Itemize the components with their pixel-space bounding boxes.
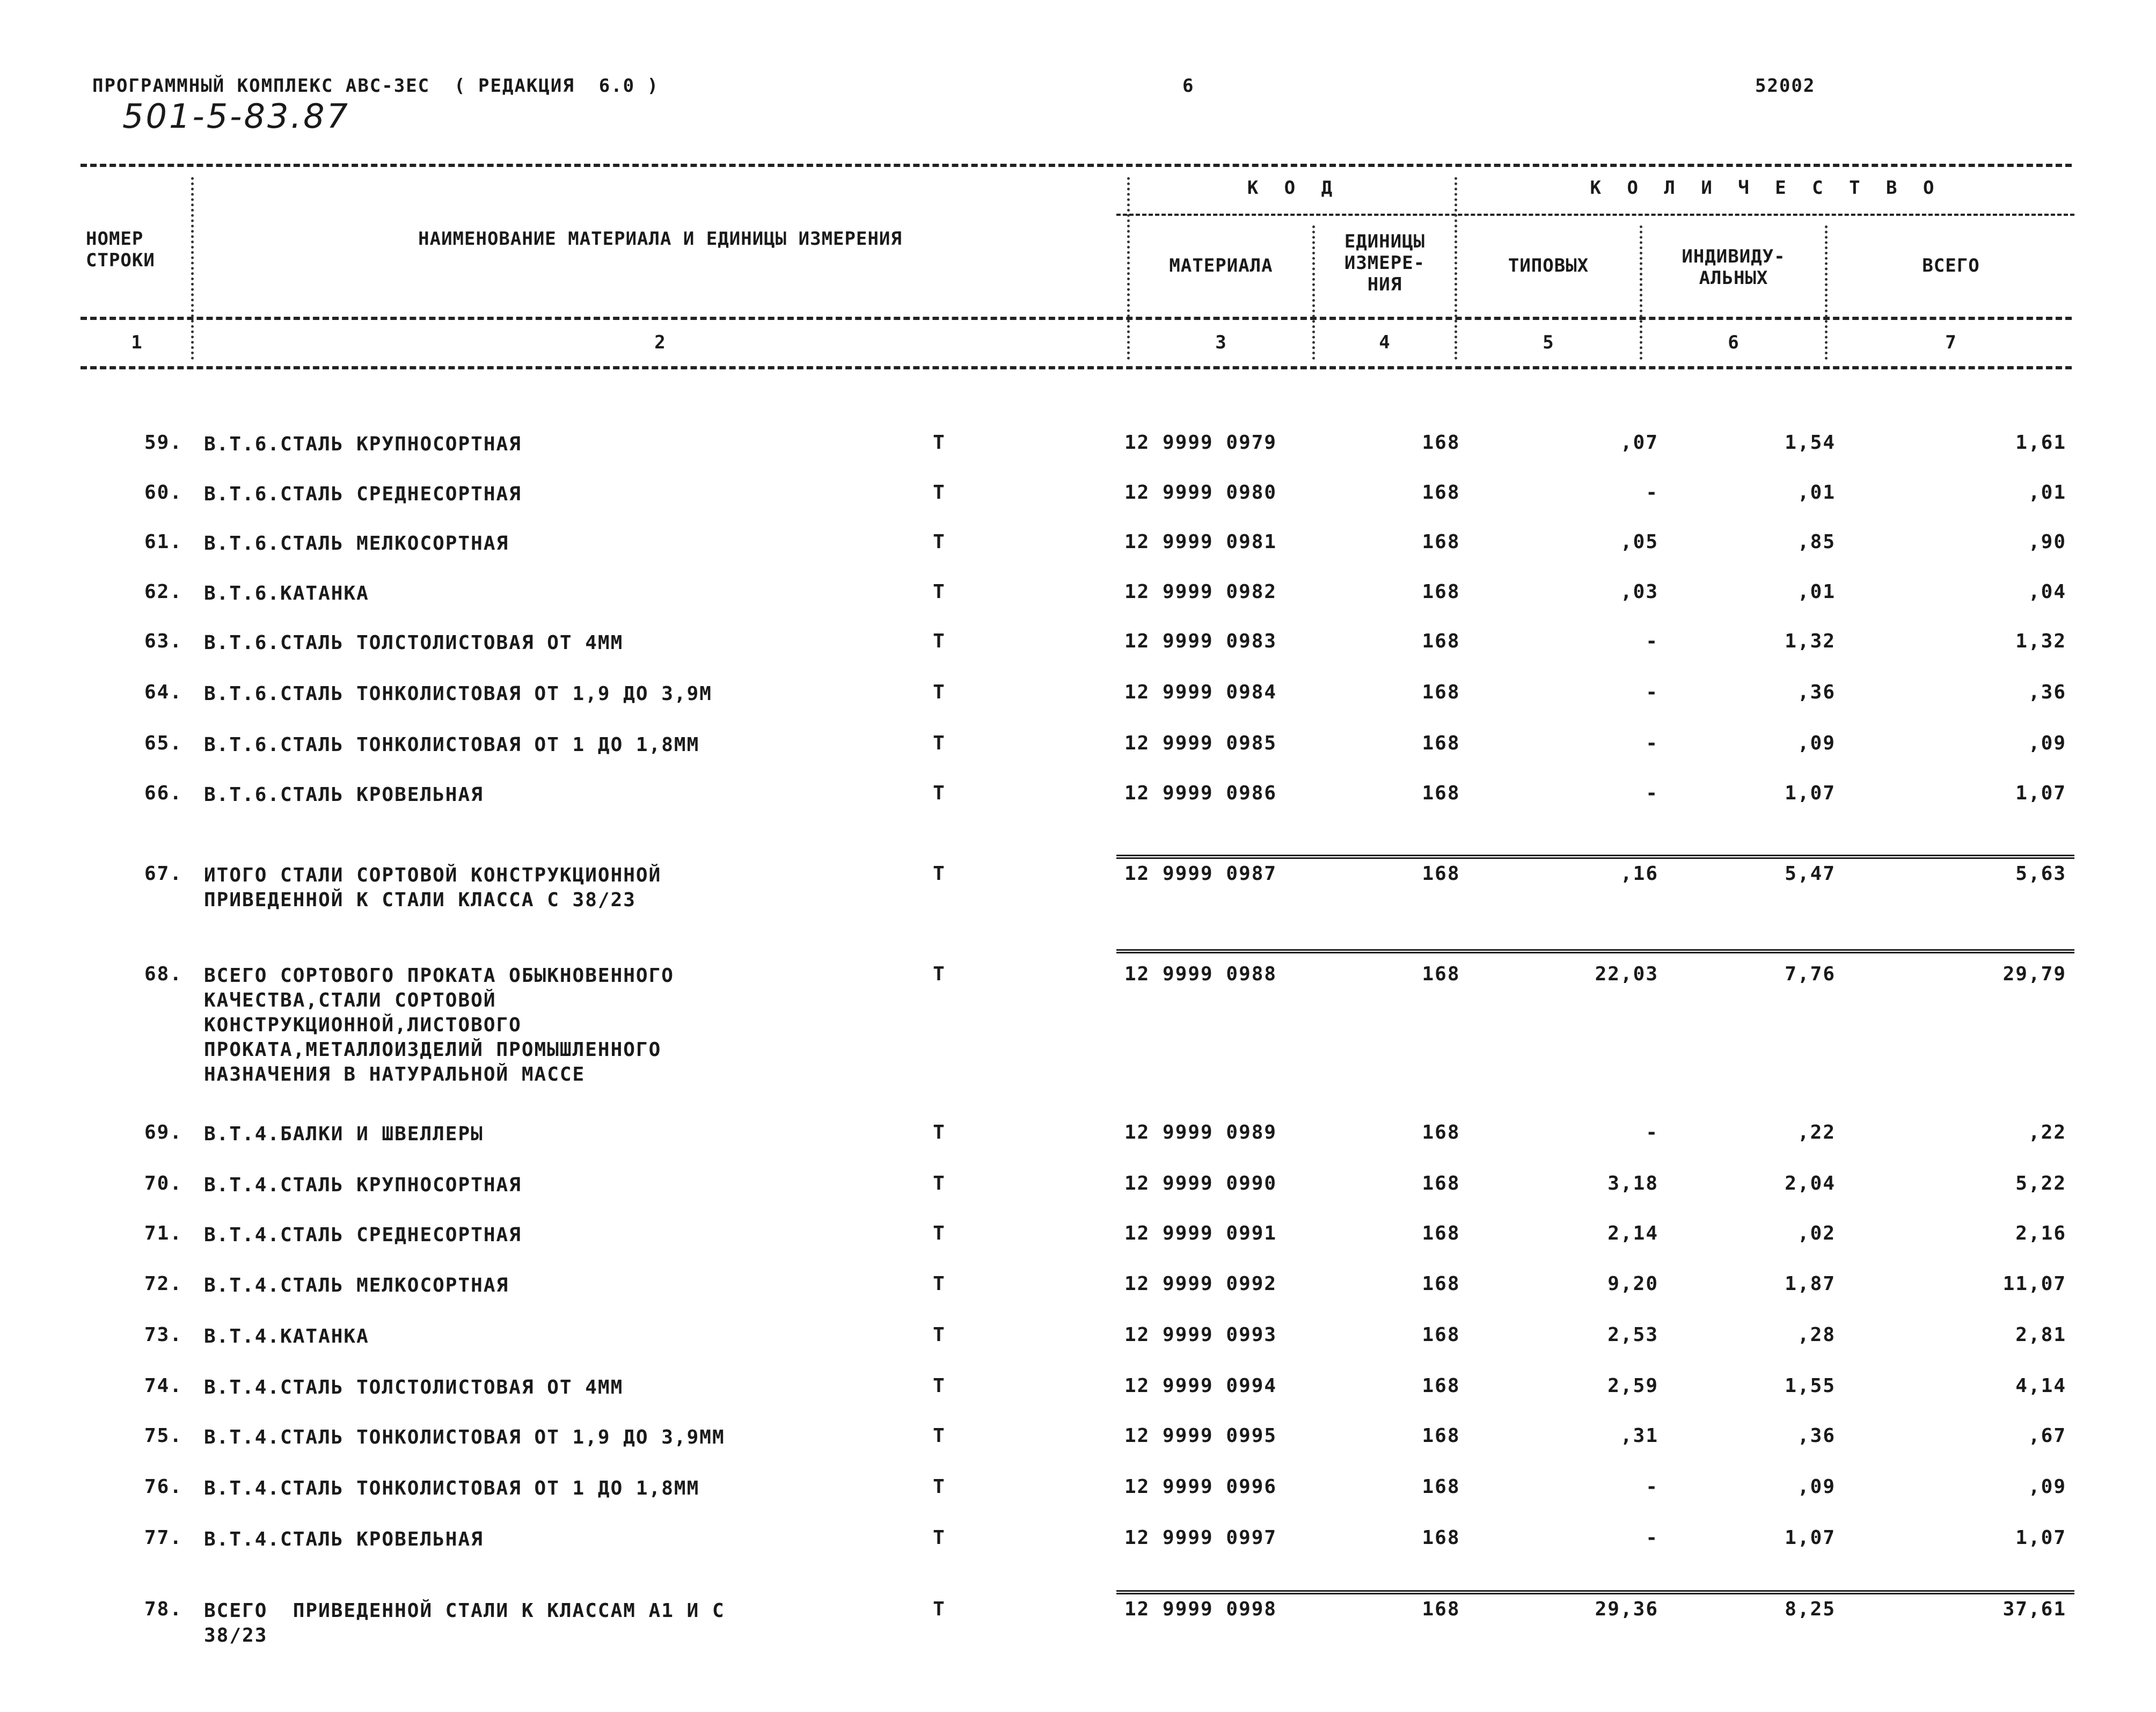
typical-qty: 29,36: [1595, 1598, 1658, 1620]
material-name: В.Т.6.СТАЛЬ КРОВЕЛЬНАЯ: [204, 784, 484, 806]
total-qty: 5,22: [2015, 1172, 2066, 1194]
unit: Т: [933, 782, 946, 804]
unit: Т: [933, 1375, 946, 1397]
total-qty: 1,32: [2015, 630, 2066, 652]
colnum-7: 7: [1945, 332, 1957, 353]
total-qty: 1,07: [2015, 782, 2066, 804]
row-number: 64.: [144, 681, 182, 703]
typical-qty: 22,03: [1595, 963, 1658, 985]
material-name: В.Т.4.СТАЛЬ ТОНКОЛИСТОВАЯ ОТ 1 ДО 1,8ММ: [204, 1477, 700, 1499]
total-qty: ,04: [2028, 581, 2066, 603]
col-separator: [1640, 225, 1642, 360]
colnum-5: 5: [1543, 332, 1554, 353]
unit-code: 168: [1422, 1375, 1460, 1397]
individual-qty: ,01: [1797, 482, 1836, 504]
material-code: 12 9999 0998: [1124, 1598, 1277, 1620]
total-qty: ,67: [2028, 1425, 2066, 1447]
individual-qty: ,01: [1797, 581, 1836, 603]
header-code-group: К О Д: [1247, 177, 1340, 199]
total-qty: 2,16: [2015, 1222, 2066, 1244]
individual-qty: ,02: [1797, 1222, 1836, 1244]
row-number: 71.: [144, 1222, 182, 1244]
typical-qty: -: [1646, 630, 1658, 652]
typical-qty: -: [1646, 782, 1658, 804]
material-code: 12 9999 0980: [1124, 482, 1277, 504]
unit: Т: [933, 732, 946, 754]
document-code: 52002: [1755, 75, 1816, 97]
material-code: 12 9999 0985: [1124, 732, 1277, 754]
unit-code: 168: [1422, 732, 1460, 754]
unit-code: 168: [1422, 630, 1460, 652]
material-name: В.Т.4.СТАЛЬ КРУПНОСОРТНАЯ: [204, 1174, 522, 1196]
typical-qty: ,31: [1620, 1425, 1658, 1447]
typical-qty: 2,53: [1607, 1324, 1658, 1346]
material-code: 12 9999 0982: [1124, 581, 1277, 603]
unit: Т: [933, 863, 946, 885]
row-number: 76.: [144, 1476, 182, 1498]
header-name: НАИМЕНОВАНИЕ МАТЕРИАЛА И ЕДИНИЦЫ ИЗМЕРЕНИЯ: [418, 228, 902, 250]
total-qty: 5,63: [2015, 863, 2066, 885]
material-code: 12 9999 0987: [1124, 863, 1277, 885]
total-qty: ,22: [2028, 1121, 2066, 1143]
material-code: 12 9999 0992: [1124, 1273, 1277, 1295]
individual-qty: 7,76: [1785, 963, 1836, 985]
individual-qty: 1,07: [1785, 1527, 1836, 1549]
individual-qty: ,36: [1797, 681, 1836, 703]
unit: Т: [933, 581, 946, 603]
row-number: 69.: [144, 1121, 182, 1143]
material-code: 12 9999 0991: [1124, 1222, 1277, 1244]
row-number: 63.: [144, 630, 182, 652]
typical-qty: ,05: [1620, 531, 1658, 553]
row-number: 68.: [144, 963, 182, 985]
typical-qty: 2,14: [1607, 1222, 1658, 1244]
total-qty: ,36: [2028, 681, 2066, 703]
material-code: 12 9999 0997: [1124, 1527, 1277, 1549]
material-code: 12 9999 0986: [1124, 782, 1277, 804]
unit: Т: [933, 1273, 946, 1295]
material-code: 12 9999 0995: [1124, 1425, 1277, 1447]
header-unit-code: ЕДИНИЦЫ ИЗМЕРЕ- НИЯ: [1344, 231, 1426, 295]
row-number: 65.: [144, 732, 182, 754]
col-separator: [1312, 225, 1315, 360]
unit-code: 168: [1422, 432, 1460, 454]
row-number: 74.: [144, 1375, 182, 1397]
individual-qty: 5,47: [1785, 863, 1836, 885]
col-separator: [1455, 177, 1457, 360]
subtotal-rule: [1116, 949, 2074, 953]
material-name: В.Т.6.СТАЛЬ ТОНКОЛИСТОВАЯ ОТ 1,9 ДО 3,9М: [204, 683, 712, 705]
material-code: 12 9999 0990: [1124, 1172, 1277, 1194]
material-name: В.Т.6.СТАЛЬ ТОЛСТОЛИСТОВАЯ ОТ 4ММ: [204, 632, 624, 654]
unit-code: 168: [1422, 1324, 1460, 1346]
row-number: 67.: [144, 863, 182, 885]
total-qty: ,09: [2028, 732, 2066, 754]
row-number: 75.: [144, 1425, 182, 1447]
unit-code: 168: [1422, 1598, 1460, 1620]
typical-qty: -: [1646, 681, 1658, 703]
material-code: 12 9999 0988: [1124, 963, 1277, 985]
unit: Т: [933, 432, 946, 454]
total-qty: ,09: [2028, 1476, 2066, 1498]
material-code: 12 9999 0993: [1124, 1324, 1277, 1346]
total-qty: 2,81: [2015, 1324, 2066, 1346]
material-name: В.Т.6.СТАЛЬ КРУПНОСОРТНАЯ: [204, 433, 522, 455]
material-name: В.Т.6.КАТАНКА: [204, 582, 369, 604]
colnum-6: 6: [1728, 332, 1740, 353]
material-name: В.Т.4.СТАЛЬ КРОВЕЛЬНАЯ: [204, 1528, 484, 1550]
row-number: 73.: [144, 1324, 182, 1346]
unit-code: 168: [1422, 1476, 1460, 1498]
typical-qty: 9,20: [1607, 1273, 1658, 1295]
material-name: В.Т.4.КАТАНКА: [204, 1325, 369, 1347]
unit: Т: [933, 1172, 946, 1194]
individual-qty: 1,55: [1785, 1375, 1836, 1397]
row-number: 72.: [144, 1273, 182, 1295]
material-code: 12 9999 0979: [1124, 432, 1277, 454]
unit-code: 168: [1422, 863, 1460, 885]
col-separator: [1127, 177, 1130, 360]
material-name: ИТОГО СТАЛИ СОРТОВОЙ КОНСТРУКЦИОННОЙ ПРИВЕДЕННОЙ К СТАЛИ КЛАССА С 38/23: [204, 864, 662, 911]
row-number: 66.: [144, 782, 182, 804]
header-material-code: МАТЕРИАЛА: [1169, 255, 1273, 276]
material-name: ВСЕГО СОРТОВОГО ПРОКАТА ОБЫКНОВЕННОГО КАЧЕСТВА,СТАЛИ СОРТОВОЙ КОНСТРУКЦИОННОЙ,ЛИСТОВОГО ПРОКАТА,МЕТАЛЛОИЗДЕЛИЙ ПРОМЫШЛЕННОГО НАЗНАЧЕНИЯ В НАТУРАЛЬНОЙ МАССЕ: [204, 965, 674, 1086]
material-name: В.Т.4.СТАЛЬ ТОЛСТОЛИСТОВАЯ ОТ 4ММ: [204, 1376, 624, 1398]
unit: Т: [933, 531, 946, 553]
unit-code: 168: [1422, 681, 1460, 703]
typical-qty: -: [1646, 1527, 1658, 1549]
individual-qty: ,28: [1797, 1324, 1836, 1346]
unit-code: 168: [1422, 1527, 1460, 1549]
material-name: В.Т.6.СТАЛЬ ТОНКОЛИСТОВАЯ ОТ 1 ДО 1,8ММ: [204, 734, 700, 756]
typical-qty: ,16: [1620, 863, 1658, 885]
row-number: 61.: [144, 531, 182, 553]
unit-code: 168: [1422, 963, 1460, 985]
individual-qty: 8,25: [1785, 1598, 1836, 1620]
individual-qty: ,09: [1797, 1476, 1836, 1498]
material-name: В.Т.4.СТАЛЬ МЕЛКОСОРТНАЯ: [204, 1274, 509, 1296]
total-qty: ,90: [2028, 531, 2066, 553]
typical-qty: -: [1646, 482, 1658, 504]
unit: Т: [933, 1527, 946, 1549]
typical-qty: -: [1646, 1476, 1658, 1498]
unit-code: 168: [1422, 581, 1460, 603]
typical-qty: 2,59: [1607, 1375, 1658, 1397]
unit-code: 168: [1422, 1222, 1460, 1244]
unit-code: 168: [1422, 1121, 1460, 1143]
material-name: В.Т.6.СТАЛЬ СРЕДНЕСОРТНАЯ: [204, 483, 522, 505]
row-number: 62.: [144, 581, 182, 603]
typical-qty: ,03: [1620, 581, 1658, 603]
individual-qty: 2,04: [1785, 1172, 1836, 1194]
individual-qty: 1,87: [1785, 1273, 1836, 1295]
header-total: ВСЕГО: [1922, 255, 1980, 276]
unit: Т: [933, 1598, 946, 1620]
total-qty: 11,07: [2002, 1273, 2066, 1295]
header-row-number: НОМЕР СТРОКИ: [86, 228, 155, 271]
material-code: 12 9999 0994: [1124, 1375, 1277, 1397]
typical-qty: ,07: [1620, 432, 1658, 454]
material-code: 12 9999 0984: [1124, 681, 1277, 703]
material-name: В.Т.6.СТАЛЬ МЕЛКОСОРТНАЯ: [204, 533, 509, 555]
header-quantity-group: К О Л И Ч Е С Т В О: [1590, 177, 1942, 199]
unit: Т: [933, 1324, 946, 1346]
individual-qty: 1,54: [1785, 432, 1836, 454]
unit: Т: [933, 963, 946, 985]
row-number: 70.: [144, 1172, 182, 1194]
unit: Т: [933, 630, 946, 652]
header-bottom-rule: [81, 317, 2072, 320]
typical-qty: -: [1646, 1121, 1658, 1143]
individual-qty: ,85: [1797, 531, 1836, 553]
table-top-rule: [81, 164, 2072, 167]
col-separator: [191, 177, 194, 360]
individual-qty: 1,07: [1785, 782, 1836, 804]
code-group-rule: [1116, 214, 2074, 216]
individual-qty: ,09: [1797, 732, 1836, 754]
unit-code: 168: [1422, 1425, 1460, 1447]
row-number: 78.: [144, 1598, 182, 1620]
colnum-4: 4: [1379, 332, 1391, 353]
row-number: 77.: [144, 1527, 182, 1549]
material-code: 12 9999 0996: [1124, 1476, 1277, 1498]
material-code: 12 9999 0983: [1124, 630, 1277, 652]
material-name: В.Т.4.СТАЛЬ ТОНКОЛИСТОВАЯ ОТ 1,9 ДО 3,9ММ: [204, 1426, 725, 1448]
material-code: 12 9999 0989: [1124, 1121, 1277, 1143]
total-qty: 1,61: [2015, 432, 2066, 454]
unit: Т: [933, 1425, 946, 1447]
colnum-1: 1: [131, 332, 143, 353]
handwritten-doc-code: 501-5-83.87: [122, 97, 350, 136]
program-title: ПРОГРАММНЫЙ КОМПЛЕКС АВС-ЗЕС ( РЕДАКЦИЯ 6.0 ): [92, 75, 660, 97]
material-name: В.Т.4.БАЛКИ И ШВЕЛЛЕРЫ: [204, 1123, 484, 1145]
colnum-2: 2: [654, 332, 666, 353]
total-qty: 4,14: [2015, 1375, 2066, 1397]
total-qty: 29,79: [2002, 963, 2066, 985]
unit-code: 168: [1422, 482, 1460, 504]
material-code: 12 9999 0981: [1124, 531, 1277, 553]
typical-qty: 3,18: [1607, 1172, 1658, 1194]
unit-code: 168: [1422, 1273, 1460, 1295]
header-individual: ИНДИВИДУ- АЛЬНЫХ: [1682, 246, 1786, 289]
subtotal-rule: [1116, 855, 2074, 859]
unit-code: 168: [1422, 531, 1460, 553]
material-name: ВСЕГО ПРИВЕДЕННОЙ СТАЛИ К КЛАССАМ А1 И С 38/23: [204, 1600, 725, 1647]
col-separator: [1825, 225, 1828, 360]
unit: Т: [933, 681, 946, 703]
individual-qty: 1,32: [1785, 630, 1836, 652]
individual-qty: ,36: [1797, 1425, 1836, 1447]
unit: Т: [933, 1222, 946, 1244]
header-typical: ТИПОВЫХ: [1508, 255, 1589, 276]
page-number: 6: [1182, 75, 1195, 97]
total-qty: 37,61: [2002, 1598, 2066, 1620]
individual-qty: ,22: [1797, 1121, 1836, 1143]
unit: Т: [933, 1121, 946, 1143]
row-number: 60.: [144, 482, 182, 504]
typical-qty: -: [1646, 732, 1658, 754]
total-qty: ,01: [2028, 482, 2066, 504]
total-qty: 1,07: [2015, 1527, 2066, 1549]
unit-code: 168: [1422, 782, 1460, 804]
unit: Т: [933, 1476, 946, 1498]
unit-code: 168: [1422, 1172, 1460, 1194]
subtotal-rule: [1116, 1590, 2074, 1594]
colnum-3: 3: [1215, 332, 1227, 353]
row-number: 59.: [144, 432, 182, 454]
unit: Т: [933, 482, 946, 504]
colnum-bottom-rule: [81, 366, 2072, 369]
material-name: В.Т.4.СТАЛЬ СРЕДНЕСОРТНАЯ: [204, 1224, 522, 1246]
